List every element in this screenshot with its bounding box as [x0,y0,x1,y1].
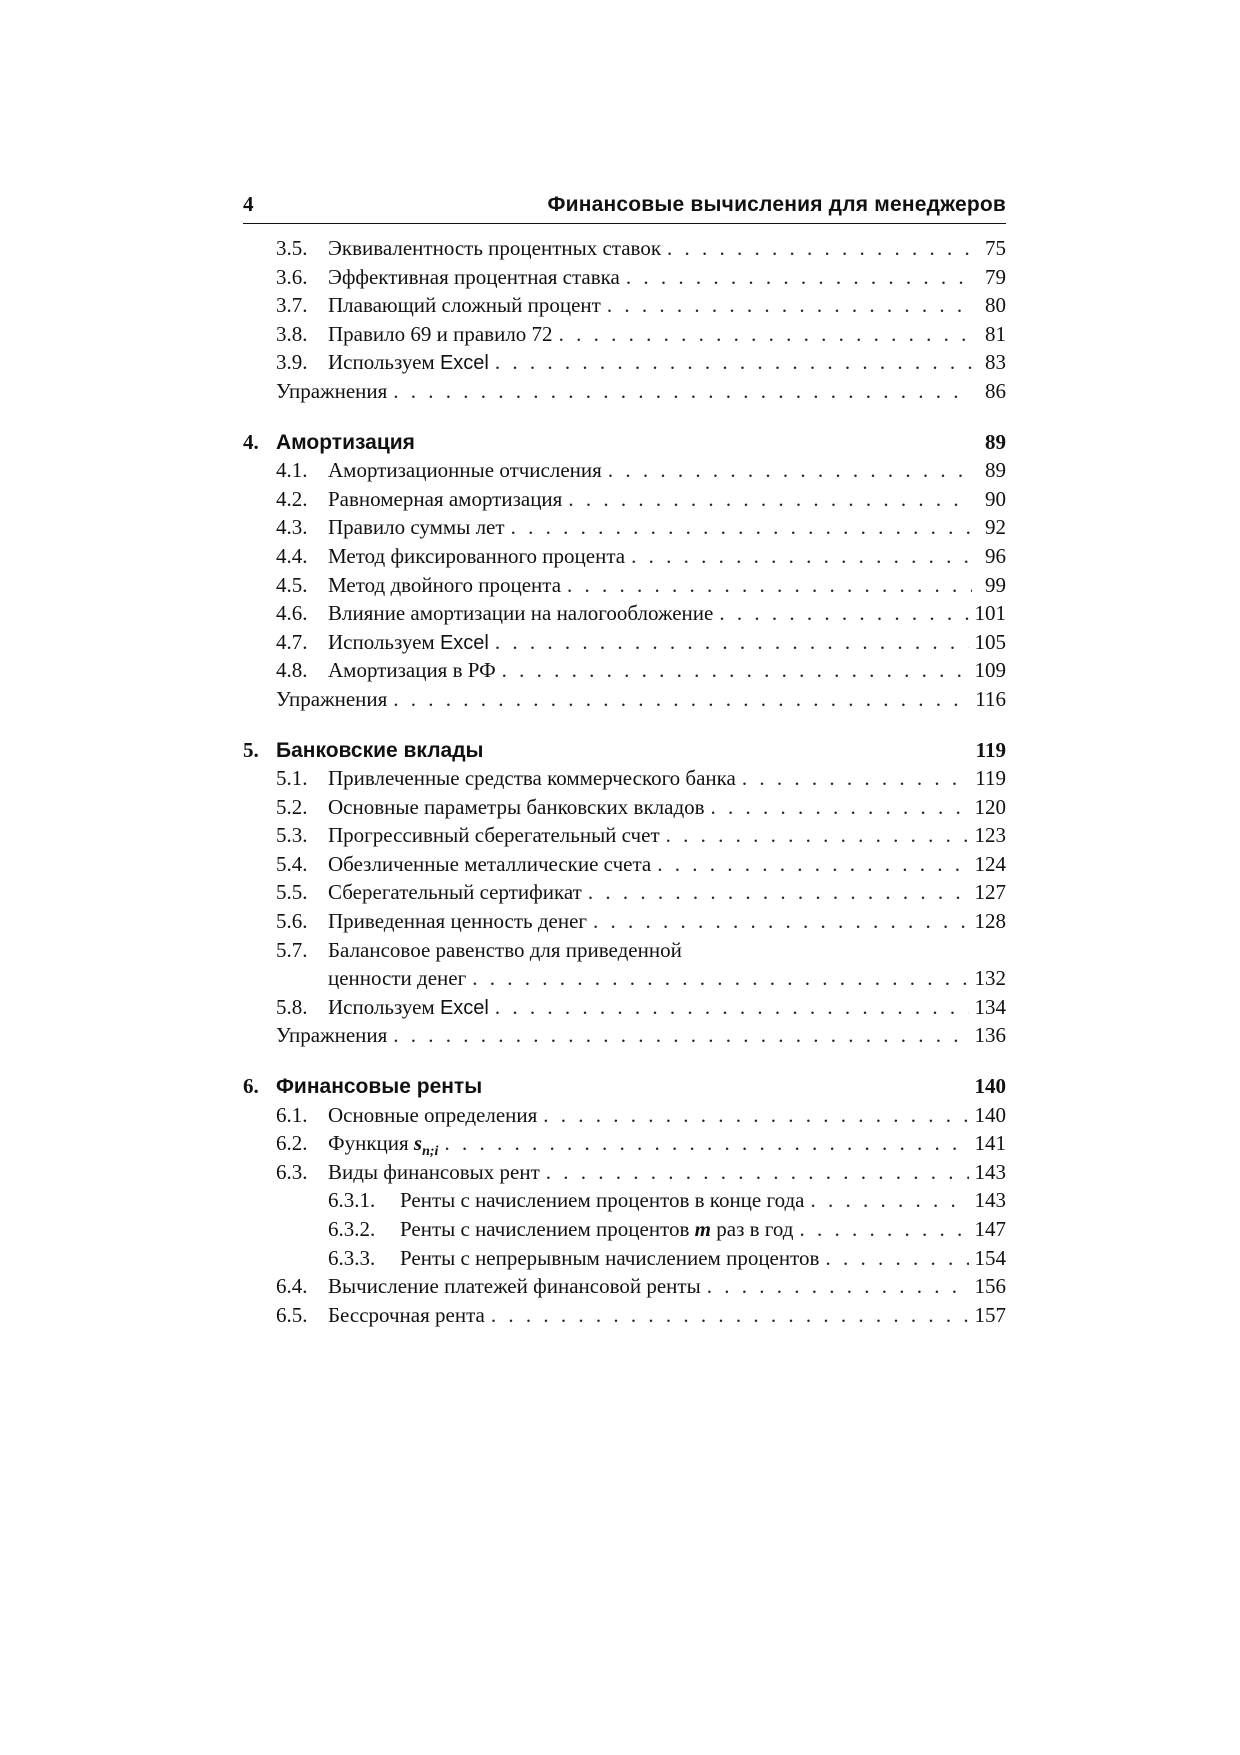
page [243,192,1006,1329]
toc-entry[interactable]: 4.5. Метод двойного процента . . . 99 [243,571,1006,600]
toc-entry[interactable]: 6.4. Вычисление платежей финансовой ренты . . . 156 [243,1272,1006,1301]
toc-entry[interactable]: 5.4. Обезличенные металлические счета . . . 124 [243,850,1006,879]
toc-entry[interactable]: 5.2. Основные параметры банковских вкладов . . . 120 [243,793,1006,822]
toc-entry[interactable]: 3.7. Плавающий сложный процент . . . 80 [243,291,1006,320]
toc-entry-exercises[interactable]: Упражнения . . . 136 [243,1021,1006,1050]
running-header [243,192,1006,224]
toc-entry[interactable]: 5.5. Сберегательный сертификат . . . 127 [243,878,1006,907]
toc-entry[interactable]: 4.4. Метод фиксированного процента . . . 96 [243,542,1006,571]
toc-entry[interactable]: 4.7. Используем Excel . . . 105 [243,628,1006,657]
toc-entry-wrapped[interactable]: 5.7. Балансовое равенство для приведенной [276,937,682,962]
toc-subentry[interactable]: 6.3.3. Ренты с непрерывным начислением процентов . . . 154 [243,1244,1006,1273]
toc-subentry[interactable]: 6.3.2. Ренты с начислением процентов m раз в год . . . 147 [243,1215,1006,1244]
toc-entry[interactable]: 5.1. Привлеченные средства коммерческого банка . . . 119 [243,764,1006,793]
toc-chapter-5[interactable]: 5. Банковские вклады 119 [243,737,1006,762]
toc-entry[interactable]: 3.5. Эквивалентность процентных ставок . . . 75 [243,234,1006,263]
toc-entry-exercises[interactable]: Упражнения . . . 116 [243,685,1006,714]
toc-entry[interactable]: 6.3. Виды финансовых рент . . . 143 [243,1158,1006,1187]
toc-entry[interactable]: 3.8. Правило 69 и правило 72 . . . 81 [243,320,1006,349]
page-number: 4 [243,192,254,216]
toc-chapter-6[interactable]: 6. Финансовые ренты 140 [243,1074,1006,1099]
toc-chapter-4[interactable]: 4. Амортизация 89 [243,429,1006,454]
running-title: Финансовые вычисления для менеджеров [547,193,1006,216]
toc-subentry[interactable]: 6.3.1. Ренты с начислением процентов в конце года . . . 143 [243,1186,1006,1215]
toc-entry[interactable]: 4.8. Амортизация в РФ . . . 109 [243,656,1006,685]
table-of-contents [243,234,1006,1329]
toc-entry[interactable]: 5.8. Используем Excel . . . 134 [243,993,1006,1022]
toc-entry[interactable]: 6.1. Основные определения . . . 140 [243,1101,1006,1130]
toc-entry[interactable]: 4.6. Влияние амортизации на налогообложение . . . 101 [243,599,1006,628]
toc-entry[interactable]: 6.5. Бессрочная рента . . . 157 [243,1301,1006,1330]
toc-entry-exercises[interactable]: Упражнения . . . 86 [243,377,1006,406]
toc-entry[interactable]: 5.6. Приведенная ценность денег . . . 128 [243,907,1006,936]
toc-entry[interactable]: 4.1. Амортизационные отчисления . . . 89 [243,456,1006,485]
toc-entry[interactable]: 6.2. Функция $s_{n;i}$ . . . 141 [243,1129,1006,1158]
toc-entry[interactable]: 4.3. Правило суммы лет . . . 92 [243,513,1006,542]
toc-entry-wrapped-continuation[interactable]: ценности денег . . . 132 [243,964,1006,993]
toc-entry[interactable]: 4.2. Равномерная амортизация . . . 90 [243,485,1006,514]
toc-entry[interactable]: 3.6. Эффективная процентная ставка . . . 79 [243,263,1006,292]
toc-entry[interactable]: 5.3. Прогрессивный сберегательный счет . . . 123 [243,821,1006,850]
toc-entry[interactable]: 3.9. Используем Excel . . . 83 [243,348,1006,377]
